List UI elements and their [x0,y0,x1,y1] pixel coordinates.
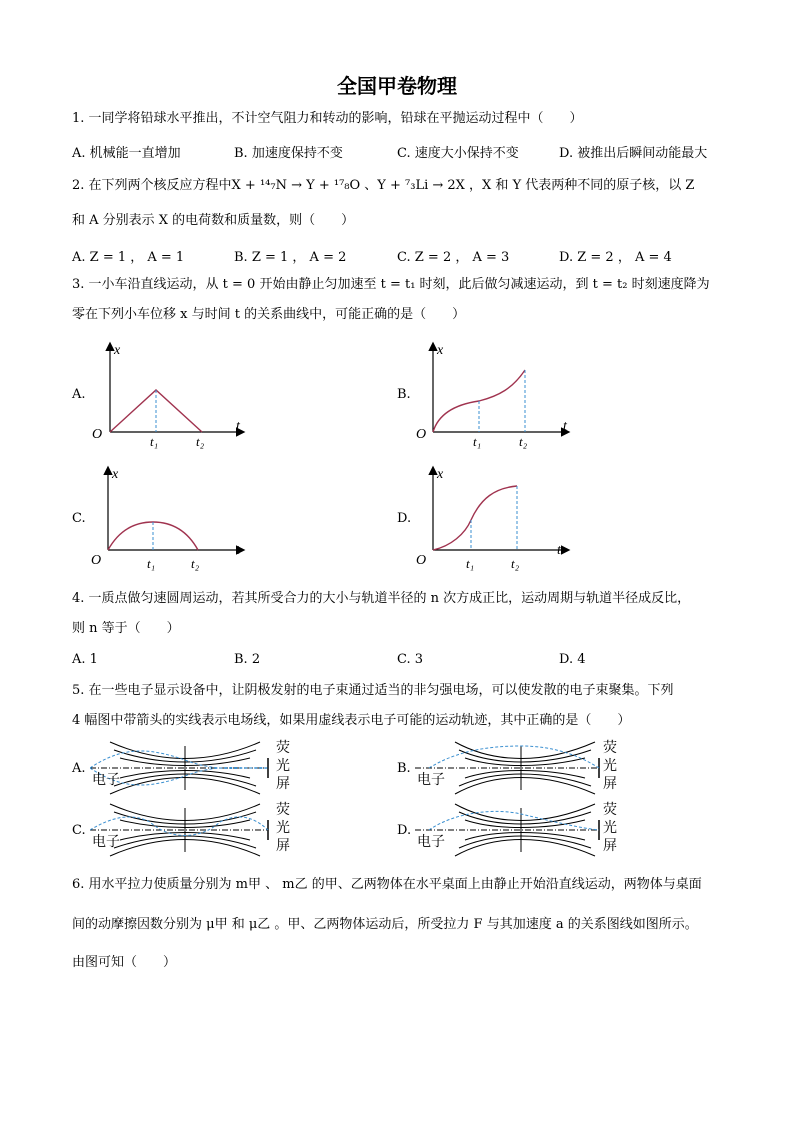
q3-graph-d [413,462,583,574]
question-1-stem: 1. 一同学将铅球水平推出，不计空气阻力和转动的影响，铅球在平抛运动过程中（ ） [72,111,583,126]
q3-graph-b [413,338,583,450]
t2-label: t₂ [519,434,528,449]
q5-diagram-d [415,800,635,860]
q1-option-b[interactable]: B. 加速度保持不变 [234,146,343,161]
q3-graph-c [88,462,258,574]
y-axis-label: x [437,343,444,358]
question-5-stem-line1: 5. 在一些电子显示设备中，让阴极发射的电子束通过适当的非匀强电场，可以使发散的电子束聚集。下列 [72,683,674,698]
q5-label-b[interactable]: B. [397,761,411,776]
x-axis-label: t [563,419,567,434]
q2-option-c[interactable]: C. Z = 2 ， A = 3 [397,250,510,265]
screen-char-1: 荧 [603,803,617,818]
q1-option-a[interactable]: A. 机械能一直增加 [72,146,181,161]
curve [108,522,198,550]
q4-option-c[interactable]: C. 3 [397,652,424,667]
question-3-stem-line2: 零在下列小车位移 x 与时间 t 的关系曲线中，可能正确的是（ ） [72,307,466,322]
question-4-stem-line1: 4. 一质点做匀速圆周运动，若其所受合力的大小与轨道半径的 n 次方成正比，运动周期与轨道半径成反比， [72,591,691,606]
t2-label: t₂ [511,556,520,571]
q1-option-d[interactable]: D. 被推出后瞬间动能最大 [559,146,708,161]
screen-char-1: 荧 [276,741,290,756]
q3-label-b[interactable]: B. [397,387,411,402]
screen-char-2: 光 [276,821,290,836]
question-5-stem-line2: 4 幅图中带箭头的实线表示电场线，如果用虚线表示电子可能的运动轨迹，其中正确的是（ ） [72,713,631,728]
y-axis-label: x [114,343,121,358]
q1-option-c[interactable]: C. 速度大小保持不变 [397,146,519,161]
origin-label: O [91,553,102,568]
x-axis-label: t [236,419,240,434]
question-6-stem-line2: 间的动摩擦因数分别为 μ甲 和 μ乙 。甲、乙两物体运动后，所受拉力 F 与其加速度 a 的关系图线如图所示。 [72,917,698,932]
curve [433,486,517,550]
screen-char-2: 光 [276,759,290,774]
screen-char-2: 光 [603,821,617,836]
screen-char-1: 荧 [276,803,290,818]
q2-option-d[interactable]: D. Z = 2 ， A = 4 [559,250,672,265]
screen-char-2: 光 [603,759,617,774]
q5-diagram-a [90,738,310,798]
t1-label: t₁ [147,556,156,571]
t1-label: t₁ [150,434,159,449]
q5-label-a[interactable]: A. [72,761,86,776]
screen-char-3: 屏 [603,777,617,792]
question-2-stem-line1: 2. 在下列两个核反应方程中X + ¹⁴₇N → Y + ¹⁷₈O 、Y + ⁷₃Li → 2X ，X 和 Y 代表两种不同的原子核，以 Z [72,178,695,193]
screen-char-3: 屏 [276,777,290,792]
q5-label-c[interactable]: C. [72,823,86,838]
q4-option-d[interactable]: D. 4 [559,652,586,667]
q2-option-a[interactable]: A. Z = 1 ， A = 1 [72,250,185,265]
question-4-stem-line2: 则 n 等于（ ） [72,621,180,636]
x-axis-label: t [236,543,240,558]
screen-char-3: 屏 [603,839,617,854]
q5-label-d[interactable]: D. [397,823,412,838]
screen-char-3: 屏 [276,839,290,854]
origin-label: O [92,427,103,442]
question-2-stem-line2: 和 A 分别表示 X 的电荷数和质量数，则（ ） [72,213,355,228]
q3-label-c[interactable]: C. [72,511,86,526]
q4-option-a[interactable]: A. 1 [72,652,98,667]
q3-label-a[interactable]: A. [72,387,86,402]
q3-label-d[interactable]: D. [397,511,412,526]
electron-label: 电子 [417,773,445,788]
question-6-stem-line3: 由图可知（ ） [72,955,177,970]
electron-label: 电子 [92,773,120,788]
t2-label: t₂ [196,434,205,449]
y-axis-label: x [112,467,119,482]
q5-diagram-b [415,738,635,798]
electron-label: 电子 [417,835,445,850]
t1-label: t₁ [473,434,482,449]
question-3-stem-line1: 3. 一小车沿直线运动，从 t = 0 开始由静止匀加速至 t = t₁ 时刻，此后做匀减速运动，到 t = t₂ 时刻速度降为 [72,277,710,292]
question-6-stem-line1: 6. 用水平拉力使质量分别为 m甲 、 m乙 的甲、乙两物体在水平桌面上由静止开始沿直线运动，两物体与桌面 [72,877,702,892]
q4-option-b[interactable]: B. 2 [234,652,261,667]
q5-diagram-c [90,800,310,860]
electron-label: 电子 [92,835,120,850]
q3-graph-a [88,338,258,450]
screen-char-1: 荧 [603,741,617,756]
electron-path [429,746,599,768]
t1-label: t₁ [466,556,475,571]
origin-label: O [416,427,427,442]
x-axis-label: t [557,543,561,558]
page-title: 全国甲卷物理 [337,74,457,98]
origin-label: O [416,553,427,568]
y-axis-label: x [437,467,444,482]
q2-option-b[interactable]: B. Z = 1 ， A = 2 [234,250,347,265]
t2-label: t₂ [191,556,200,571]
